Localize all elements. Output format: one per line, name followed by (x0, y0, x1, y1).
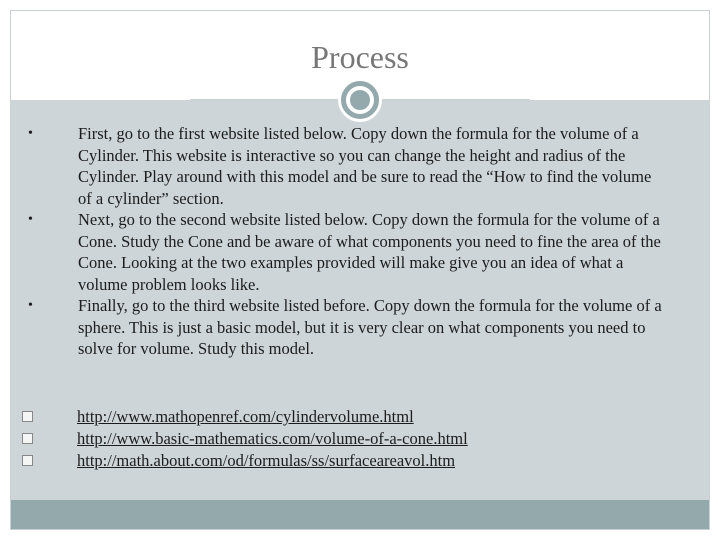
list-item (22, 450, 682, 472)
list-item (25, 295, 665, 360)
bullet-icon: • (28, 298, 33, 313)
bullet-text: Finally, go to the third website listed before. Copy down the formula for the volume of a sphere. This is just a basic model, but it is very clear on what components you need to solve for volume. Study this model. (78, 296, 662, 358)
process-bullet-list (25, 123, 665, 360)
link-list (22, 406, 682, 472)
ring-ornament-icon (338, 78, 382, 122)
link-surface-area-volume[interactable]: http://math.about.com/od/formulas/ss/surfaceareavol.htm (77, 451, 456, 470)
ring-ornament-inner (346, 86, 374, 114)
slide-title: Process (311, 39, 409, 75)
list-item (22, 428, 682, 450)
bullet-text: Next, go to the second website listed below. Copy down the formula for the volume of a Cone. Study the Cone and be aware of what components you need to fine the area of the Cone. Looking at the two examples provided will make give you an idea of what a volume problem looks like. (78, 210, 661, 294)
checkbox-bullet-icon (22, 433, 33, 444)
link-cylinder-volume[interactable]: http://www.mathopenref.com/cylindervolume.html (77, 407, 414, 426)
checkbox-bullet-icon (22, 455, 33, 466)
checkbox-bullet-icon (22, 411, 33, 422)
list-item (22, 406, 682, 428)
list-item (25, 209, 665, 295)
list-item (25, 123, 665, 209)
bullet-icon: • (28, 212, 33, 227)
bullet-text: First, go to the first website listed below. Copy down the formula for the volume of a Cylinder. This website is interactive so you can change the height and radius of the Cylinder. Play around with this model and be sure to read the “How to find the volume of a cylinder” section. (78, 124, 652, 208)
link-cone-volume[interactable]: http://www.basic-mathematics.com/volume-of-a-cone.html (77, 429, 468, 448)
bullet-icon: • (28, 126, 33, 141)
footer-bar (11, 500, 709, 529)
